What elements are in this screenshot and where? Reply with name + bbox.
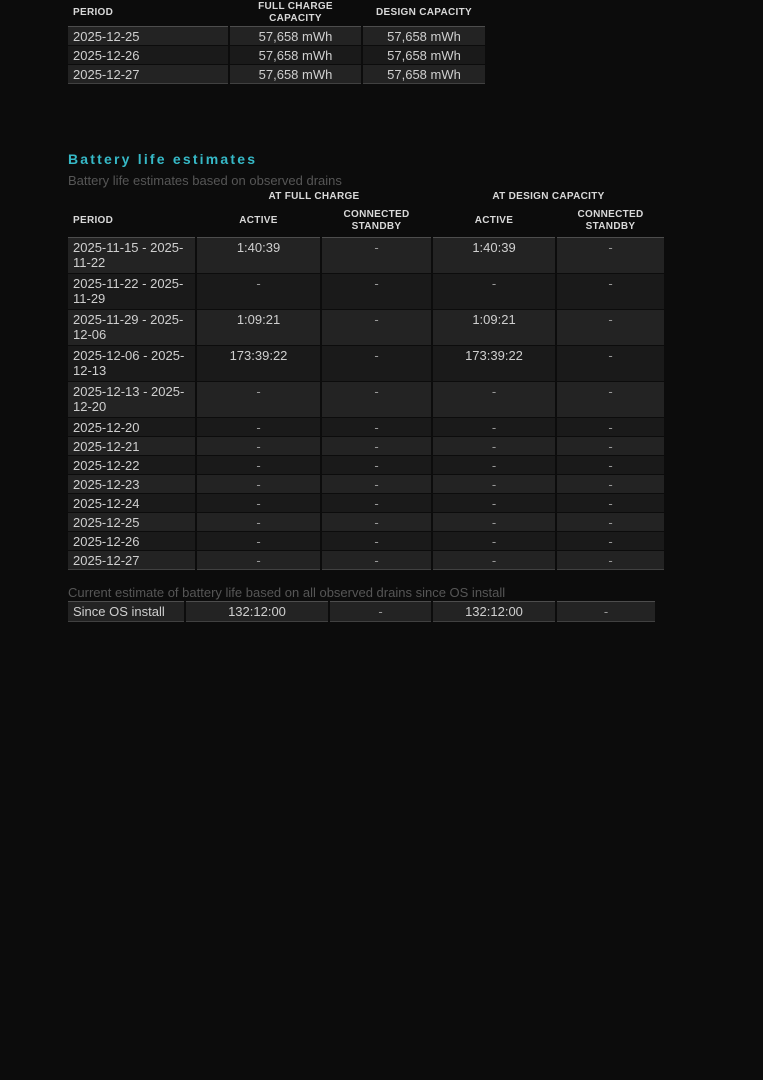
value-cell: - <box>557 456 664 474</box>
section-subtitle: Battery life estimates based on observed drains <box>68 173 342 188</box>
battery-life-estimate-row <box>68 382 664 417</box>
battery-life-estimate-row <box>68 532 664 550</box>
value-cell: - <box>197 475 320 493</box>
period-cell: 2025-12-25 <box>68 26 228 45</box>
value-cell: 57,658 mWh <box>230 65 361 84</box>
value-cell: - <box>197 418 320 436</box>
since-os-install-table <box>66 600 657 623</box>
value-cell: - <box>433 551 555 570</box>
value-cell: - <box>557 513 664 531</box>
estimates-column-header-row <box>68 206 664 236</box>
value-cell: - <box>322 437 431 455</box>
value-cell: - <box>322 494 431 512</box>
period-cell: 2025-11-15 - 2025-11-22 <box>68 237 195 273</box>
value-cell: - <box>322 551 431 570</box>
value-cell: 57,658 mWh <box>363 46 485 64</box>
battery-capacity-history-table <box>66 0 487 85</box>
battery-life-estimate-row <box>68 475 664 493</box>
value-cell: - <box>433 437 555 455</box>
value-cell: - <box>557 274 664 309</box>
capacity-history-row <box>68 65 485 84</box>
value-cell: - <box>322 456 431 474</box>
value-cell: 1:09:21 <box>197 310 320 345</box>
battery-life-estimate-row <box>68 418 664 436</box>
value-cell: - <box>433 475 555 493</box>
period-cell: 2025-12-13 - 2025-12-20 <box>68 382 195 417</box>
value-cell: - <box>322 382 431 417</box>
column-header-connected-standby-design-capacity: CONNECTED STANDBY <box>577 209 644 232</box>
value-cell: - <box>322 237 431 273</box>
value-cell: 1:40:39 <box>433 237 555 273</box>
value-cell: - <box>557 382 664 417</box>
value-cell: - <box>322 475 431 493</box>
value-cell: - <box>557 532 664 550</box>
period-cell: 2025-11-29 - 2025-12-06 <box>68 310 195 345</box>
value-cell: - <box>557 418 664 436</box>
group-header-spacer <box>68 189 195 205</box>
value-cell: - <box>330 601 431 622</box>
column-header-design-capacity: DESIGN CAPACITY <box>376 7 472 18</box>
value-cell: - <box>433 494 555 512</box>
period-cell: 2025-12-26 <box>68 46 228 64</box>
column-header-active-design-capacity: ACTIVE <box>474 215 514 226</box>
battery-life-estimate-row <box>68 346 664 381</box>
value-cell: - <box>557 437 664 455</box>
capacity-history-row <box>68 46 485 64</box>
group-header-at-design-capacity: AT DESIGN CAPACITY <box>492 191 605 202</box>
period-cell: 2025-12-06 - 2025-12-13 <box>68 346 195 381</box>
period-cell: 2025-11-22 - 2025-11-29 <box>68 274 195 309</box>
value-cell: 57,658 mWh <box>363 65 485 84</box>
battery-life-estimate-row <box>68 456 664 474</box>
battery-life-estimate-row <box>68 274 664 309</box>
since-os-install-row <box>68 601 655 622</box>
column-header-full-charge-capacity: FULL CHARGE CAPACITY <box>258 1 333 24</box>
battery-life-estimate-row <box>68 513 664 531</box>
column-header-period: PERIOD <box>73 215 114 226</box>
value-cell: - <box>557 494 664 512</box>
capacity-history-row <box>68 26 485 45</box>
period-cell: 2025-12-27 <box>68 65 228 84</box>
section-title-battery-life-estimates: Battery life estimates <box>68 151 258 167</box>
value-cell: - <box>557 346 664 381</box>
period-cell: 2025-12-25 <box>68 513 195 531</box>
battery-life-estimate-row <box>68 494 664 512</box>
period-cell: 2025-12-21 <box>68 437 195 455</box>
value-cell: 57,658 mWh <box>363 26 485 45</box>
battery-life-estimate-row <box>68 437 664 455</box>
value-cell: 173:39:22 <box>197 346 320 381</box>
group-header-at-full-charge: AT FULL CHARGE <box>268 191 360 202</box>
value-cell: - <box>322 532 431 550</box>
value-cell: - <box>197 382 320 417</box>
battery-life-estimate-row <box>68 310 664 345</box>
value-cell: - <box>197 551 320 570</box>
value-cell: 132:12:00 <box>433 601 555 622</box>
value-cell: 173:39:22 <box>433 346 555 381</box>
value-cell: - <box>322 274 431 309</box>
value-cell: - <box>433 418 555 436</box>
battery-life-estimate-row <box>68 237 664 273</box>
value-cell: - <box>433 382 555 417</box>
period-cell: 2025-12-24 <box>68 494 195 512</box>
value-cell: - <box>322 513 431 531</box>
battery-life-estimates-table <box>66 188 666 571</box>
value-cell: - <box>557 475 664 493</box>
value-cell: 132:12:00 <box>186 601 328 622</box>
value-cell: - <box>322 310 431 345</box>
period-cell: 2025-12-20 <box>68 418 195 436</box>
value-cell: - <box>433 513 555 531</box>
value-cell: - <box>197 437 320 455</box>
value-cell: 1:40:39 <box>197 237 320 273</box>
column-header-period: PERIOD <box>73 7 114 18</box>
column-header-connected-standby-full-charge: CONNECTED STANDBY <box>343 209 410 232</box>
value-cell: - <box>322 346 431 381</box>
battery-life-estimate-row <box>68 551 664 570</box>
since-os-install-caption: Current estimate of battery life based on all observed drains since OS install <box>68 585 506 600</box>
value-cell: - <box>197 513 320 531</box>
value-cell: 57,658 mWh <box>230 26 361 45</box>
column-header-active-full-charge: ACTIVE <box>239 215 278 226</box>
period-cell: 2025-12-22 <box>68 456 195 474</box>
value-cell: - <box>433 456 555 474</box>
value-cell: - <box>557 601 655 622</box>
period-cell: 2025-12-23 <box>68 475 195 493</box>
period-cell: 2025-12-27 <box>68 551 195 570</box>
value-cell: 1:09:21 <box>433 310 555 345</box>
value-cell: - <box>197 456 320 474</box>
value-cell: - <box>197 532 320 550</box>
period-cell: Since OS install <box>68 601 184 622</box>
estimates-group-header-row <box>68 189 664 205</box>
value-cell: - <box>433 532 555 550</box>
capacity-table-header-row <box>68 1 485 25</box>
value-cell: - <box>433 274 555 309</box>
value-cell: - <box>557 551 664 570</box>
value-cell: - <box>557 237 664 273</box>
value-cell: 57,658 mWh <box>230 46 361 64</box>
value-cell: - <box>557 310 664 345</box>
value-cell: - <box>322 418 431 436</box>
period-cell: 2025-12-26 <box>68 532 195 550</box>
value-cell: - <box>197 494 320 512</box>
value-cell: - <box>197 274 320 309</box>
